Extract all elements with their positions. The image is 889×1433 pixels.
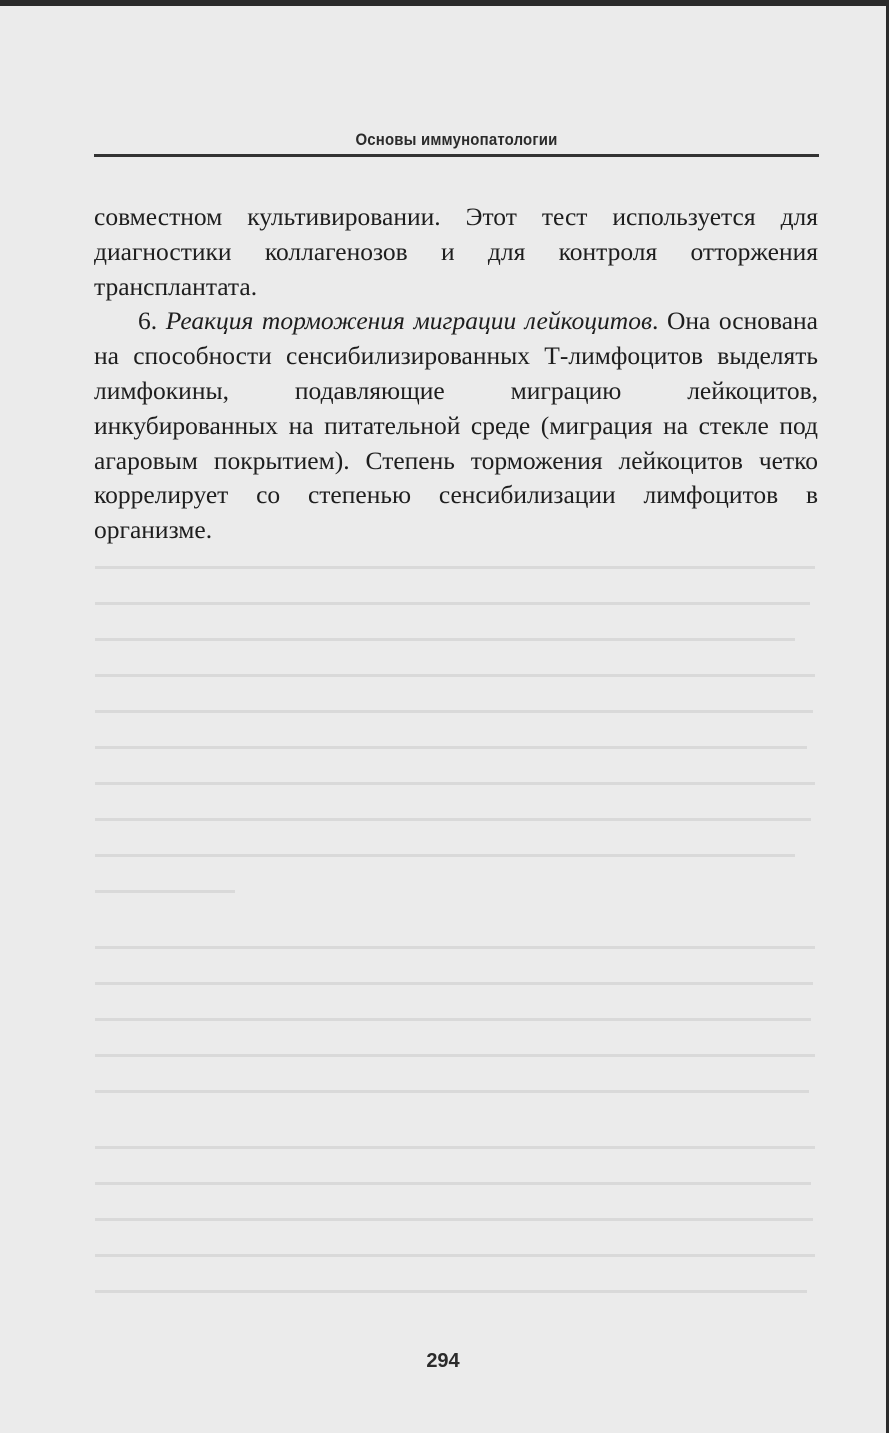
running-head-title: Основы иммунопатологии [355,130,558,149]
body-text [94,200,818,548]
running-head [94,130,819,160]
running-head-rule [94,154,819,157]
paragraph-2 [94,304,818,548]
paragraph-1-text: совместном культивировании. Этот тест используется для диагностики коллагенозов и для контроля отторжения трансплантата. [94,202,818,301]
paragraph-2-text: . Она основана на способности сенсибилизированных Т-лимфоцитов выделять лимфокины, подавляющие миграцию лейкоцитов, инкубированных на питательной среде (миграция на стекле под агаровым покрытием). Степень торможения лейкоцитов четко коррелирует со степенью сенсибилизации лимфоцитов в организме. [94,306,818,545]
page-number: 294 [426,1350,460,1372]
paragraph-1 [94,200,818,304]
paragraph-2-number: 6. [138,306,166,336]
paragraph-2-italic-title: Реакция торможения миграции лейкоцитов [165,306,653,336]
book-page [0,6,886,1433]
